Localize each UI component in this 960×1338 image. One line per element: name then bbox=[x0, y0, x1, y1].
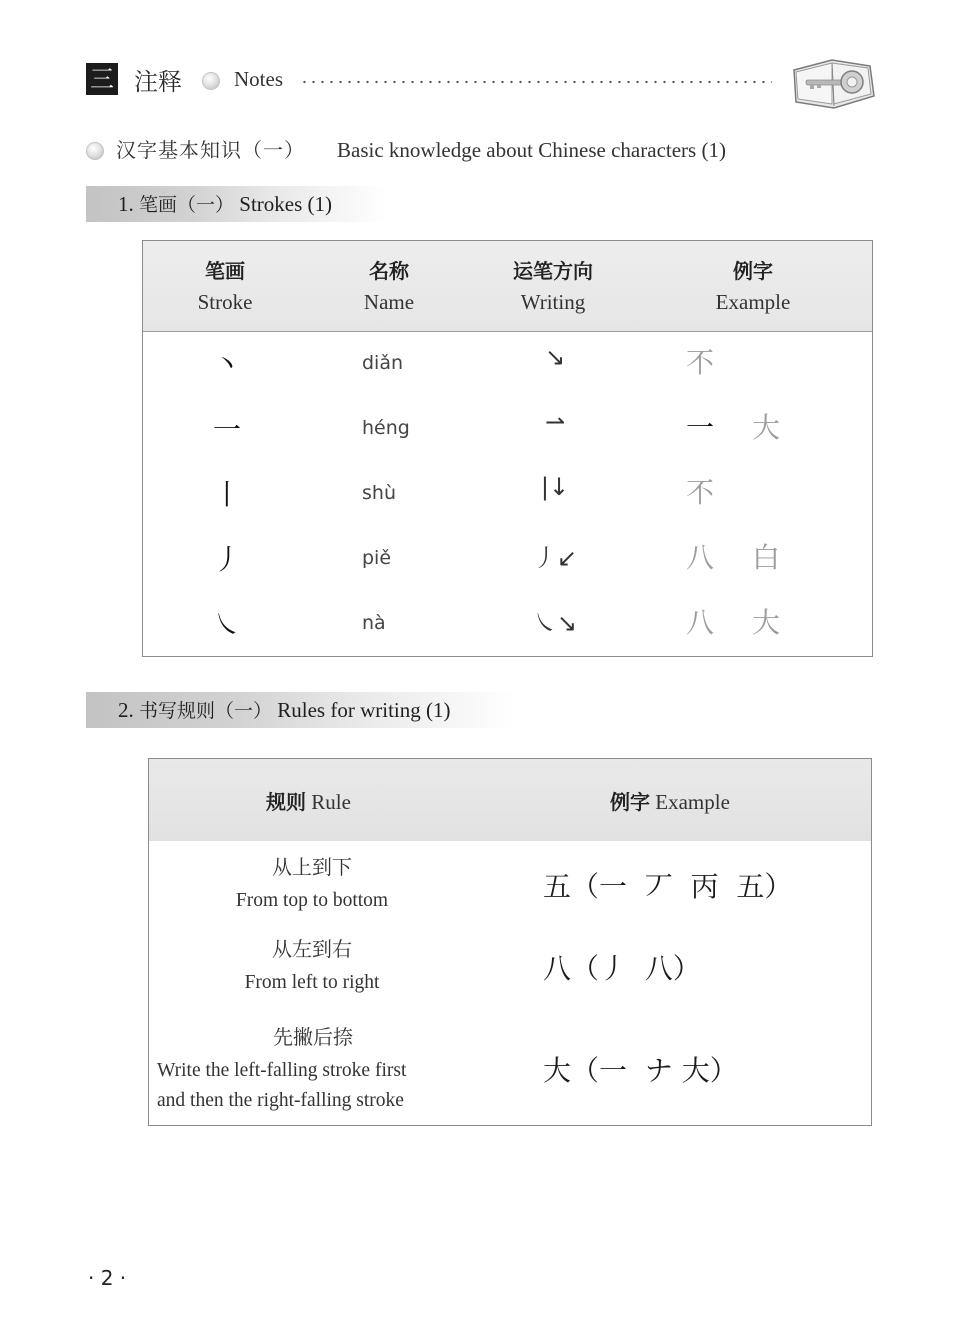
column-header-en: Stroke bbox=[197, 290, 253, 314]
writing-direction-icon: ⇀ bbox=[544, 408, 566, 436]
stroke-glyph: 一 bbox=[212, 413, 241, 446]
section-title-en: Rules for writing (1) bbox=[277, 698, 451, 722]
column-header-name bbox=[337, 255, 441, 315]
table-row bbox=[143, 528, 872, 593]
stroke-glyph: 丶 bbox=[212, 348, 241, 381]
column-header-zh: 运笔方向 bbox=[513, 259, 593, 283]
column-header-en: Rule bbox=[311, 790, 351, 814]
table-row bbox=[143, 463, 872, 528]
rule-example: 五（一 丆 丙 五） bbox=[543, 870, 793, 903]
rule-en: and then the right-falling stroke bbox=[157, 1090, 404, 1111]
rule-zh: 先撇后捺 bbox=[273, 1025, 353, 1049]
example-char: 白 bbox=[752, 541, 781, 574]
column-header-rule bbox=[266, 786, 351, 815]
section-title-zh: 书写规则（一） bbox=[139, 700, 273, 722]
column-header-zh: 例字 bbox=[610, 790, 650, 814]
header-title-en: Notes bbox=[234, 67, 283, 91]
rule-en: From left to right bbox=[244, 972, 380, 993]
column-header-zh: 例字 bbox=[733, 259, 773, 283]
rule-example: 八（丿 八） bbox=[543, 952, 701, 985]
example-char: 大 bbox=[752, 606, 781, 639]
example-char: 大 bbox=[752, 411, 781, 444]
column-header-en: Example bbox=[715, 290, 791, 314]
stroke-name: diǎn bbox=[362, 352, 404, 374]
subsection-heading bbox=[86, 134, 726, 163]
rule-text bbox=[149, 851, 475, 916]
page-number: · 2 · bbox=[88, 1266, 127, 1290]
section-number: 1. bbox=[118, 192, 134, 216]
section-number-badge: 三 bbox=[86, 63, 118, 95]
section-bar-strokes bbox=[86, 186, 386, 222]
column-header-en: Example bbox=[655, 790, 730, 814]
subsection-title-en: Basic knowledge about Chinese characters (1) bbox=[337, 138, 726, 162]
table-row bbox=[149, 851, 871, 931]
subsection-title-zh: 汉字基本知识（一） bbox=[116, 138, 305, 162]
example-characters bbox=[686, 536, 818, 576]
stroke-name: héng bbox=[362, 417, 410, 439]
writing-direction-icon: ↘ bbox=[544, 343, 566, 371]
rule-text bbox=[157, 1021, 469, 1116]
table-header bbox=[143, 241, 872, 332]
stroke-glyph: 丨 bbox=[212, 478, 241, 511]
table-row bbox=[143, 398, 872, 463]
stroke-glyph: ㇏ bbox=[212, 608, 241, 641]
dotted-leader bbox=[300, 80, 772, 84]
writing-direction-icon: ㇏↘ bbox=[532, 609, 578, 637]
rule-text bbox=[149, 933, 475, 998]
column-header-stroke bbox=[173, 255, 277, 315]
stroke-name: piě bbox=[362, 547, 392, 569]
book-key-icon bbox=[788, 52, 876, 112]
header-title-zh: 注释 bbox=[134, 68, 182, 96]
table-row bbox=[149, 1021, 871, 1121]
table-header bbox=[149, 759, 871, 841]
table-row bbox=[149, 933, 871, 1013]
column-header-example bbox=[698, 255, 808, 315]
bullet-circle-icon bbox=[202, 72, 220, 90]
column-header-zh: 名称 bbox=[369, 259, 409, 283]
example-characters bbox=[686, 341, 752, 381]
stroke-glyph: 丿 bbox=[212, 543, 241, 576]
example-char: 八 bbox=[686, 606, 715, 639]
rules-table bbox=[148, 758, 872, 1126]
column-header-en: Name bbox=[363, 290, 415, 314]
column-header-writing bbox=[488, 255, 618, 315]
column-header-zh: 笔画 bbox=[205, 259, 245, 283]
example-char: 不 bbox=[686, 476, 715, 509]
writing-direction-icon: |↓ bbox=[540, 473, 570, 501]
strokes-table bbox=[142, 240, 873, 657]
rule-en: Write the left-falling stroke first bbox=[157, 1060, 407, 1081]
rule-zh: 从上到下 bbox=[272, 855, 352, 879]
section-bar-rules bbox=[86, 692, 516, 728]
example-characters bbox=[686, 406, 818, 446]
page-header bbox=[86, 60, 876, 110]
example-char: 八 bbox=[686, 541, 715, 574]
example-char: 不 bbox=[686, 346, 715, 379]
table-row bbox=[143, 593, 872, 658]
section-title-en: Strokes (1) bbox=[239, 192, 333, 216]
bullet-circle-icon bbox=[86, 142, 104, 160]
example-char: 一 bbox=[686, 411, 715, 444]
example-characters bbox=[686, 471, 752, 511]
column-header-en: Writing bbox=[520, 290, 586, 314]
column-header-example bbox=[610, 786, 730, 815]
column-header-zh: 规则 bbox=[266, 790, 306, 814]
example-characters bbox=[686, 601, 818, 641]
rule-zh: 从左到右 bbox=[272, 937, 352, 961]
section-number: 2. bbox=[118, 698, 134, 722]
table-row bbox=[143, 333, 872, 398]
section-title-zh: 笔画（一） bbox=[139, 194, 235, 216]
stroke-name: shù bbox=[362, 482, 396, 504]
writing-direction-icon: 丿↙ bbox=[532, 544, 578, 572]
rule-en: From top to bottom bbox=[235, 890, 389, 911]
stroke-name: nà bbox=[362, 612, 386, 634]
rule-example: 大（一 ナ 大） bbox=[543, 1054, 738, 1087]
